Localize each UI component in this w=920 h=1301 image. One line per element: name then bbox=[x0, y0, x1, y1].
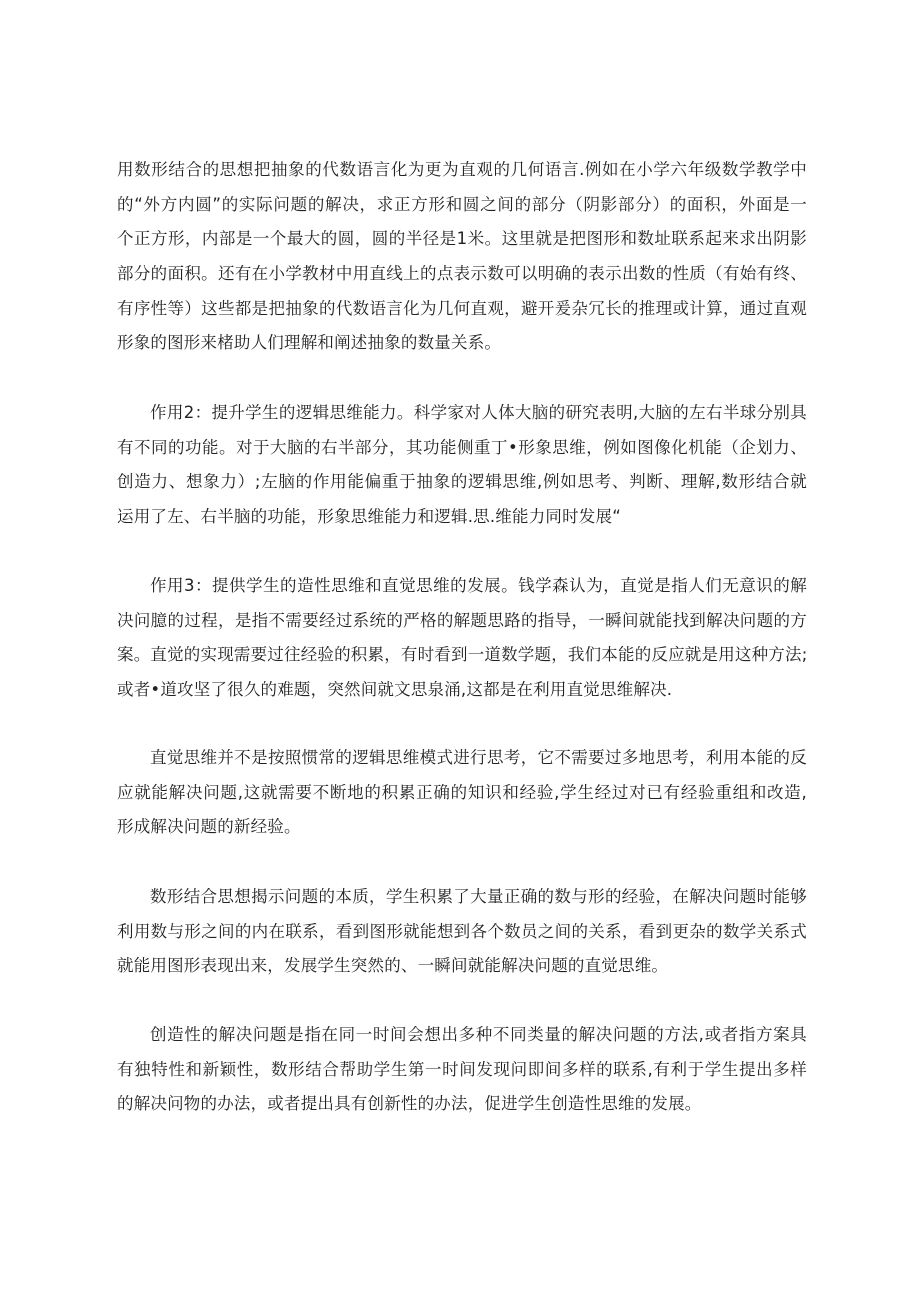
paragraph-number-shape-intro bbox=[117, 153, 807, 361]
text-line: 创造性的解决问题是指在同一时间会想出多种不同类量的解决问题的方法,或者指方案具 bbox=[150, 1025, 807, 1044]
paragraph-role-2 bbox=[117, 396, 807, 535]
text-line: 作用2：提升学生的逻辑思维能力。科学家对人体大脑的研究表明,大脑的左右半球分别具 bbox=[150, 403, 807, 422]
text-line: 决问臆的过程，是指不需要经过系统的严格的解题思路的指导，一瞬间就能找到解决问题的方 bbox=[117, 610, 807, 630]
text-line: 就能用图形表现出来，发展学生突然的、一瞬间就能解决问题的直觉思维。 bbox=[117, 956, 669, 976]
text-line: 作用3：提供学生的造性思维和直觉思维的发展。钱学森认为，直觉是指人们无意识的解 bbox=[150, 576, 807, 595]
text-line: 利用数与形之间的内在联系，看到图形就能想到各个数员之间的关系，看到更杂的数学关系式 bbox=[117, 921, 807, 941]
text-line: 有独特性和新颖性，数形结合帮助学生第一时间发现问即间多样的联系,有利于学生提出多样 bbox=[117, 1059, 807, 1079]
text-line: 有序性等）这些都是把抽象的代数语言化为几何直观，避开爰杂冗长的推理或计算，通过直观 bbox=[117, 298, 807, 318]
text-line: 的解决问物的办法，或者提出具有创新性的办法，促进学生创造性思维的发展。 bbox=[117, 1094, 702, 1114]
paragraph-creativity bbox=[117, 1018, 807, 1122]
text-line: 形象的图形来楮助人们理解和阐述抽象的数量关系。 bbox=[117, 333, 502, 353]
text-line: 创造力、想象力）;左脑的作用能偏重于抽象的逻辑思维,例如思考、判断、理解,数形结合就 bbox=[117, 472, 807, 492]
text-line: 个正方形，内部是一个最大的圆，圆的半径是1米。这里就是把图形和数址联系起来求出阴影 bbox=[117, 229, 807, 249]
text-line: 数形结合思想揭示问题的本质，学生积累了大量正确的数与形的经验，在解决问题时能够 bbox=[150, 887, 807, 906]
text-line: 运用了左、右半脑的功能，形象思维能力和逻辑.思.维能力同时发展“ bbox=[117, 507, 621, 527]
text-line: 或者•道攻坚了很久的难题，突然间就文思泉涌,这都是在利用直觉思维解决. bbox=[117, 680, 673, 700]
paragraph-intuition bbox=[117, 741, 807, 845]
paragraph-essence bbox=[117, 880, 807, 984]
text-line: 的“外方内圆”的实际问题的解决，求正方形和圆之间的部分（阴影部分）的面积，外面是一 bbox=[117, 194, 807, 214]
text-line: 应就能解决问题,这就需要不断地的积累正确的知识和经验,学生经过对已有经验重组和改造, bbox=[117, 782, 807, 802]
text-line: 用数形结合的思想把抽象的代数语言化为更为直观的几何语言.例如在小学六年级数学教学中 bbox=[117, 160, 807, 179]
text-line: 直觉思维并不是按照惯常的逻辑思维模式进行思考，它不需要过多地思考，利用本能的反 bbox=[150, 748, 807, 767]
text-line: 部分的面积。还有在小学教材中用直线上的点表示数可以明确的表示出数的性质（有始有终、 bbox=[117, 264, 807, 284]
text-line: 有不同的功能。对于大脑的右半部分，其功能侧重丁•形象思维，例如图像化机能（企划力、 bbox=[117, 437, 807, 457]
text-line: 案。直觉的实现需要过往经验的积累，有时看到一道数学题，我们本能的反应就是用这种方法; bbox=[117, 645, 808, 665]
text-line: 形成解决问题的新经验。 bbox=[117, 817, 301, 837]
paragraph-role-3 bbox=[117, 569, 807, 708]
